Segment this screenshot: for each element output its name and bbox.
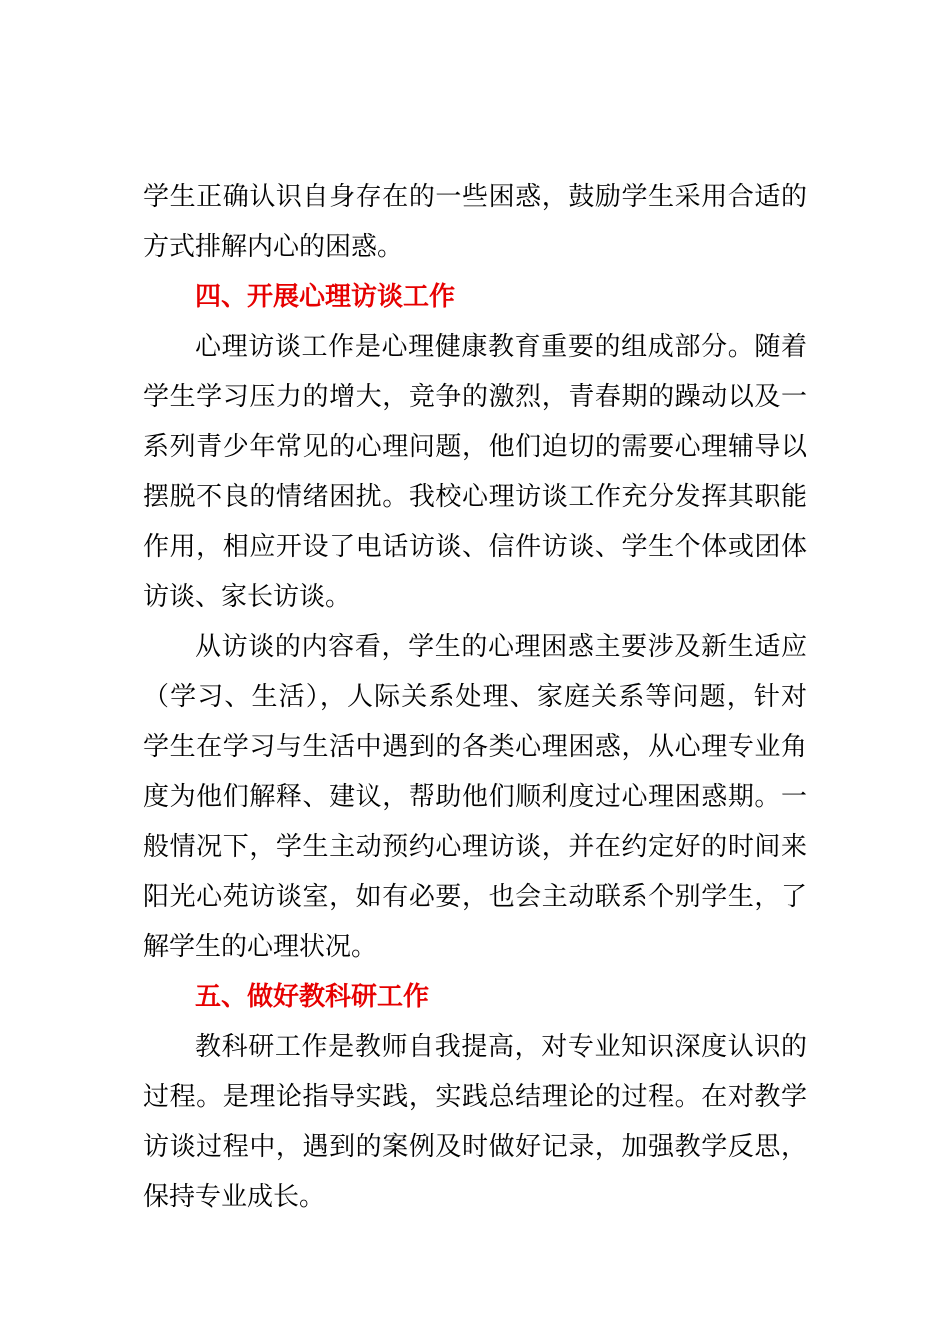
text-line: 过程。是理论指导实践，实践总结理论的过程。在对教学 xyxy=(143,1082,807,1112)
text-line: 度为他们解释、建议，帮助他们顺利度过心理困惑期。一 xyxy=(143,782,807,812)
text-line: 阳光心苑访谈室，如有必要，也会主动联系个别学生，了 xyxy=(143,882,807,912)
text-line: 方式排解内心的困惑。 xyxy=(143,232,404,262)
text-line: 访谈、家长访谈。 xyxy=(143,582,352,612)
paragraph xyxy=(143,172,807,272)
text-line: 学生正确认识自身存在的一些困惑，鼓励学生采用合适的 xyxy=(143,182,807,212)
text-line: 学生在学习与生活中遇到的各类心理困惑，从心理专业角 xyxy=(143,732,807,762)
text-line: 教科研工作是教师自我提高，对专业知识深度认识的 xyxy=(195,1032,807,1062)
text-line: 访谈过程中，遇到的案例及时做好记录，加强教学反思， xyxy=(143,1132,807,1162)
paragraph xyxy=(143,622,807,972)
text-line: 摆脱不良的情绪困扰。我校心理访谈工作充分发挥其职能 xyxy=(143,482,807,512)
text-line: 学生学习压力的增大，竞争的激烈，青春期的躁动以及一 xyxy=(143,382,807,412)
text-line: （学习、生活），人际关系处理、家庭关系等问题，针对 xyxy=(143,682,807,712)
document-page xyxy=(143,172,807,1222)
text-line: 系列青少年常见的心理问题，他们迫切的需要心理辅导以 xyxy=(143,432,807,462)
section-heading: 四、开展心理访谈工作 xyxy=(195,282,456,312)
text-line: 心理访谈工作是心理健康教育重要的组成部分。随着 xyxy=(195,332,807,362)
paragraph xyxy=(143,322,807,622)
paragraph xyxy=(143,1022,807,1222)
text-line: 从访谈的内容看，学生的心理困惑主要涉及新生适应 xyxy=(195,632,807,662)
text-line: 作用，相应开设了电话访谈、信件访谈、学生个体或团体 xyxy=(143,532,807,562)
section-heading: 五、做好教科研工作 xyxy=(195,982,430,1012)
text-line: 解学生的心理状况。 xyxy=(143,932,378,962)
text-line: 般情况下，学生主动预约心理访谈，并在约定好的时间来 xyxy=(143,832,807,862)
text-line: 保持专业成长。 xyxy=(143,1182,326,1212)
